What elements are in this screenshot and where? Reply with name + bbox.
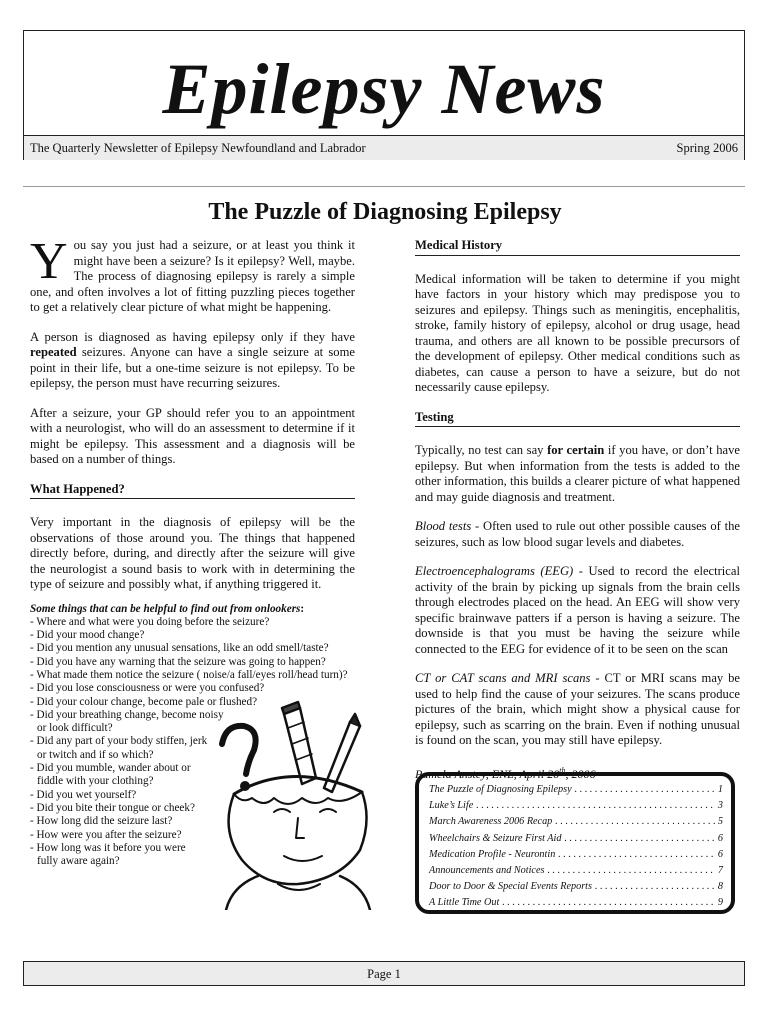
list-item: - Did you wet yourself?	[30, 788, 137, 801]
list-item: or look difficult?	[37, 722, 113, 735]
masthead	[23, 30, 745, 160]
list-item: - Did you have any warning that the seizure was going to happen?	[30, 655, 326, 668]
list-item: - Did you mumble, wander about or	[30, 762, 191, 775]
list-item: - What made them notice the seizure ( noise/a fall/eyes roll/head turn)?	[30, 668, 348, 681]
list-item: or twitch and if so which?	[37, 748, 154, 761]
toc-item[interactable]: Door to Door & Special Events Reports . . . 8	[429, 879, 723, 895]
article-headline: The Puzzle of Diagnosing Epilepsy	[208, 199, 562, 225]
intro-paragraph: You say you just had a seizure, or at least you think it might have been a seizure? Is it epilepsy? Well, maybe. The process of diagnosing epilepsy is rarely a simple one, and often involves a lot of fitting puzzling pieces together to get a relatively clear picture of what might be happening.	[30, 233, 355, 314]
signature: Pamela Anstey, ENL, April 20th, 2006	[415, 765, 596, 781]
right-column	[415, 238, 740, 796]
list-item: - How long was it before you were	[30, 841, 186, 854]
list-item: - Did your colour change, become pale or flushed?	[30, 695, 258, 708]
section-heading-testing: Testing	[415, 410, 740, 428]
table-of-contents	[415, 772, 735, 914]
page-number: Page 1	[367, 967, 401, 981]
paragraph-what-happened: Very important in the diagnosis of epilepsy will be the observations of those around you. The things that happened directly before, during, and directly after the seizure will give the neurologist a sound basis to work with in determining the type of seizure and possibly what, if anything triggered it.	[30, 515, 355, 591]
paragraph-repeated: A person is diagnosed as having epilepsy only if they have repeated seizures. Anyone can have a single seizure at some point in their life, but a one-time seizure is not epilepsy. To be epilepsy, the person must have recurring seizures.	[30, 329, 355, 390]
list-item: - Where and what were you doing before the seizure?	[30, 615, 270, 628]
list-item: fully aware again?	[37, 855, 120, 868]
list-item: - How long did the seizure last?	[30, 815, 173, 828]
puzzle-head-illustration	[212, 700, 380, 910]
list-item: - Did you mention any unusual sensations, like an odd smell/taste?	[30, 642, 329, 655]
newsletter-subtitle: The Quarterly Newsletter of Epilepsy Newfoundland and Labrador	[30, 141, 366, 155]
paragraph-medical-history: Medical information will be taken to determine if you might have factors in your history which may predispose you to seizures and epilepsy. Things such as meningitis, encephalitis, stroke, family history of epilepsy, alcohol or drug usage, head trauma, and others are all known to be possible precursors of the development of epilepsy. Other medical conditions such as diabetes, can cause a person to have a seizure, but do not necessarily cause epilepsy.	[415, 271, 740, 394]
list-item: - Did any part of your body stiffen, jerk	[30, 735, 208, 748]
list-item: - Did your breathing change, become noisy	[30, 708, 224, 721]
paragraph-eeg: Electroencephalograms (EEG) - Used to record the electrical activity of the brain by picking up signals from the brain cells through electrodes placed on the head. An EEG will show very specific brainwave patters if a person is having a seizure. The downside is that you must be having the seizure while connected to the EEG for evidence of it to be seen on the scan	[415, 564, 740, 656]
toc-item[interactable]: March Awareness 2006 Recap . . . 5	[429, 814, 723, 830]
list-item: - Did your mood change?	[30, 629, 145, 642]
paragraph-gp: After a seizure, your GP should refer you to an appointment with a neurologist, who will do an assessment to determine if it might be epilepsy. This assessment and a diagnosis will be based on a number of things.	[30, 405, 355, 466]
section-heading-what-happened: What Happened?	[30, 482, 355, 500]
list-item: - Did you lose consciousness or were you confused?	[30, 682, 265, 695]
paragraph-ct-mri: CT or CAT scans and MRI scans - CT or MRI scans may be used to help find the cause of your seizures. The scans produce pictures of the brain, which might show a physical cause for epilepsy, such as scarring on the brain. Even if nothing unusual is found on the scan, you may still have epilepsy.	[415, 671, 740, 747]
list-item: fiddle with your clothing?	[37, 775, 154, 788]
page-footer	[23, 961, 745, 986]
bold-repeated: repeated	[30, 345, 77, 359]
list-item: - How were you after the seizure?	[30, 828, 182, 841]
toc-item[interactable]: Medication Profile - Neurontin . . . 6	[429, 847, 723, 863]
section-heading-medical-history: Medical History	[415, 238, 740, 256]
onlookers-heading: Some things that can be helpful to find out from onlookers:	[30, 602, 305, 615]
toc-item[interactable]: Announcements and Notices . . . 7	[429, 863, 723, 879]
bold-for-certain: for certain	[547, 443, 605, 457]
toc-item[interactable]: A Little Time Out . . . 9	[429, 895, 723, 911]
drop-cap: Y	[30, 233, 68, 290]
paragraph-testing: Typically, no test can say for certain if you have, or don’t have epilepsy. But when information from the tests is added to the other information, this builds a clearer picture of what happened and may guide diagnosis and treatment.	[415, 443, 740, 504]
toc-item[interactable]: The Puzzle of Diagnosing Epilepsy . . . 1	[429, 782, 723, 798]
toc-item[interactable]: Luke’s Life . . . 3	[429, 798, 723, 814]
divider	[23, 186, 745, 187]
masthead-bar	[24, 135, 744, 160]
toc-item[interactable]: Wheelchairs & Seizure First Aid . . . 6	[429, 831, 723, 847]
list-item: - Did you bite their tongue or cheek?	[30, 801, 195, 814]
issue-label: Spring 2006	[676, 141, 738, 155]
paragraph-blood-tests: Blood tests - Often used to rule out other possible causes of the seizures, such as low blood sugar levels and diabetes.	[415, 519, 740, 549]
newsletter-title: Epilepsy News	[162, 49, 606, 129]
